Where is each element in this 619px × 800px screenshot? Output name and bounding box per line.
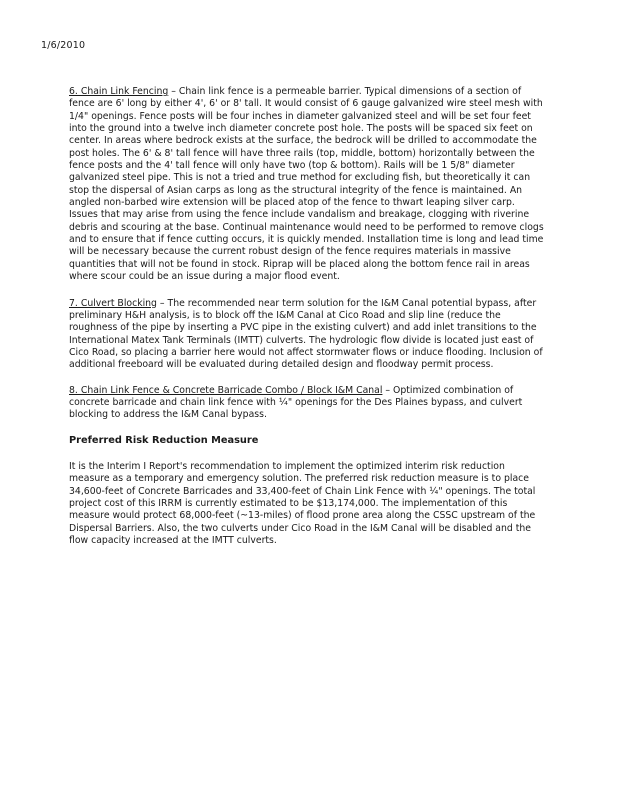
preferred-measure-text: It is the Interim I Report's recommendation to implement the optimized interim risk reduction measure as a temporary and emergency solution. The preferred risk reduction measure is to place 34,600-feet of Concrete Barricades and 33,400-feet of Chain Link Fence with ¼" openings. The total project cost of this IRRM is currently estimated to be $13,174,000. The implementation of this measure would protect 68,000-feet (~13-miles) of flood prone area along the CSSC upstream of the Dispersal Barriers. Also, the two culverts under Cico Road in the I&M Canal will be disabled and the flow capacity increased at the IMTT culverts.: [69, 460, 536, 546]
preferred-measure-heading: Preferred Risk Reduction Measure: [69, 434, 259, 446]
section-title: 6. Chain Link Fencing: [69, 86, 169, 97]
page-date: 1/6/2010: [41, 40, 86, 51]
section-fence-barricade-combo: [69, 385, 546, 422]
section-chain-link-fencing: [69, 86, 546, 284]
section-text: – The recommended near term solution for the I&M Canal potential bypass, after preliminary H&H analysis, is to block off the I&M Canal at Cico Road and slip line (reduce the roughness of the pipe by inserting a PVC pipe in the existing culvert) and add inlet transitions to the International Matex Tank Terminals (IMTT) culverts. The hydrologic flow divide is located just east of Cico Road, so placing a barrier here would not affect stormwater flows or induce flooding. Inclusion of additional freeboard will be evaluated during detailed design and floodway permit process.: [69, 297, 543, 371]
section-text: – Optimized combination of concrete barricade and chain link fence with ¼" openings for the Des Plaines bypass, and culvert blocking to address the I&M Canal bypass.: [69, 384, 523, 421]
document-body: [69, 86, 546, 547]
section-title: 8. Chain Link Fence & Concrete Barricade Combo / Block I&M Canal: [69, 384, 383, 396]
section-text: – Chain link fence is a permeable barrier. Typical dimensions of a section of fence are 6' long by either 4', 6' or 8' tall. It would consist of 6 gauge galvanized wire steel mesh with 1/4" openings. Fence posts will be four inches in diameter galvanized steel and will be set four feet into the ground into a twelve inch diameter concrete post hole. The posts will be spaced six feet on center. In areas where bedrock exists at the surface, the bedrock will be drilled to accommodate the post holes. The 6' & 8' tall fence will have three rails (top, middle, bottom) horizontally between the fence posts and the 4' tall fence will only have two (top & bottom). Rails will be 1 5/8" diameter galvanized steel pipe. This is not a tried and true method for excluding fish, but theoretically it can stop the dispersal of Asian carps as long as the structural integrity of the fence is maintained. An angled non-barbed wire extension will be placed atop of the fence to thwart leaping silver carp. Issues that may arise from using the fence include vandalism and breakage, clogging with riverine debris and scouring at the base. Continual maintenance would need to be performed to remove clogs and to ensure that if fence cutting occurs, it is quickly mended. Installation time is long and lead time will be necessary because the current robust design of the fence requires materials in massive quantities that will not be found in stock. Riprap will be placed along the bottom fence rail in areas where scour could be an issue during a major flood event.: [69, 86, 544, 283]
section-title: 7. Culvert Blocking: [69, 297, 157, 309]
section-culvert-blocking: [69, 298, 546, 372]
